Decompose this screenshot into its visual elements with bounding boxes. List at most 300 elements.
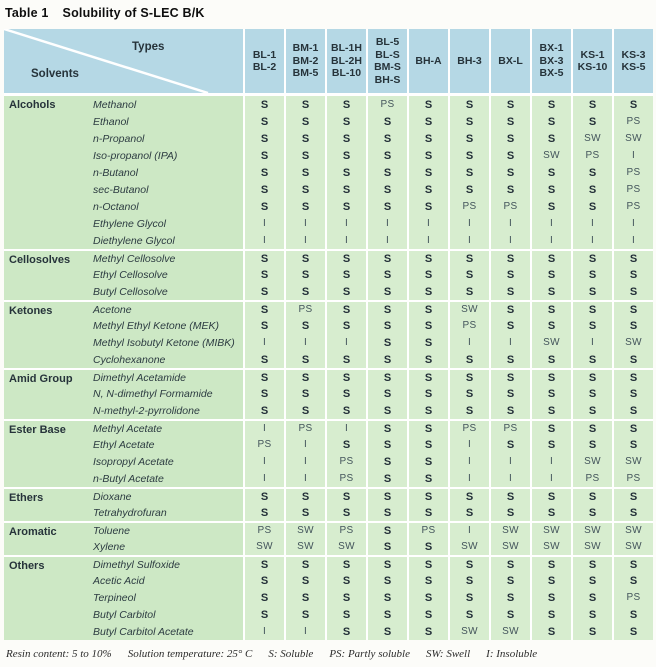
solubility-cell: I — [366, 215, 407, 232]
solubility-cell: S — [530, 487, 571, 504]
table-row — [4, 96, 653, 113]
solubility-cell: S — [612, 419, 653, 436]
solubility-cell: SW — [571, 130, 612, 147]
solubility-cell: I — [571, 215, 612, 232]
solvent-name: Isopropyl Acetate — [86, 453, 243, 470]
solubility-cell: S — [489, 113, 530, 130]
solubility-cell: I — [243, 215, 284, 232]
solubility-cell: S — [284, 504, 325, 521]
solubility-cell: S — [366, 181, 407, 198]
solubility-cell: S — [612, 555, 653, 572]
solubility-cell: S — [571, 487, 612, 504]
solubility-cell: I — [612, 232, 653, 249]
solubility-cell: S — [571, 164, 612, 181]
solubility-cell: S — [407, 334, 448, 351]
solubility-cell: S — [448, 351, 489, 368]
solubility-cell: S — [407, 623, 448, 640]
column-header-ks-1-ks-10: KS-1 KS-10 — [571, 29, 612, 96]
solubility-cell: S — [325, 130, 366, 147]
solubility-cell: S — [489, 606, 530, 623]
column-header-bh-a: BH-A — [407, 29, 448, 96]
solubility-cell: I — [243, 232, 284, 249]
solvent-name: Methyl Ethyl Ketone (MEK) — [86, 317, 243, 334]
solvent-name: Butyl Carbitol Acetate — [86, 623, 243, 640]
solubility-cell: S — [571, 436, 612, 453]
solubility-cell: S — [366, 436, 407, 453]
solubility-cell: S — [284, 283, 325, 300]
solubility-cell: I — [284, 232, 325, 249]
solubility-cell: S — [489, 487, 530, 504]
solubility-cell: I — [284, 436, 325, 453]
corner-label-solvents: Solvents — [31, 68, 79, 80]
solubility-cell: S — [366, 572, 407, 589]
table-row — [4, 606, 653, 623]
solubility-cell: S — [571, 589, 612, 606]
solubility-cell: S — [243, 164, 284, 181]
solubility-cell: S — [489, 555, 530, 572]
corner-header-cell — [4, 29, 243, 96]
solubility-cell: S — [366, 470, 407, 487]
solubility-cell: I — [243, 334, 284, 351]
solubility-cell: S — [407, 164, 448, 181]
solubility-cell: S — [571, 419, 612, 436]
solubility-cell: I — [407, 232, 448, 249]
solubility-cell: S — [366, 130, 407, 147]
solubility-cell: S — [407, 113, 448, 130]
solubility-cell: S — [530, 555, 571, 572]
solvent-name: Acetone — [86, 300, 243, 317]
corner-label-types: Types — [132, 41, 165, 53]
solubility-cell: S — [243, 283, 284, 300]
solubility-cell: S — [530, 385, 571, 402]
table-row — [4, 266, 653, 283]
solubility-cell: SW — [284, 538, 325, 555]
solubility-cell: S — [571, 113, 612, 130]
solubility-cell: S — [243, 589, 284, 606]
solubility-cell: S — [325, 317, 366, 334]
solubility-cell: S — [612, 266, 653, 283]
footnote-solution-temperature: Solution temperature: 25° C — [127, 648, 253, 660]
table-caption: Solubility of S-LEC B/K — [62, 6, 205, 20]
solvent-name: Butyl Carbitol — [86, 606, 243, 623]
solubility-cell: I — [530, 470, 571, 487]
solubility-cell: S — [571, 317, 612, 334]
solubility-cell: S — [612, 300, 653, 317]
solubility-cell: PS — [571, 470, 612, 487]
solubility-cell: SW — [612, 334, 653, 351]
solubility-cell: S — [407, 504, 448, 521]
solubility-cell: S — [448, 402, 489, 419]
solubility-cell: PS — [243, 436, 284, 453]
solubility-cell: S — [571, 623, 612, 640]
solubility-cell: S — [407, 96, 448, 113]
solubility-cell: S — [448, 164, 489, 181]
solvent-name: Dimethyl Acetamide — [86, 368, 243, 385]
solubility-cell: S — [407, 453, 448, 470]
table-row — [4, 368, 653, 385]
solubility-cell: S — [284, 402, 325, 419]
table-row — [4, 113, 653, 130]
diagonal-divider — [4, 29, 243, 93]
solubility-cell: I — [243, 623, 284, 640]
solubility-cell: SW — [530, 521, 571, 538]
solubility-cell: PS — [325, 453, 366, 470]
solubility-cell: PS — [366, 96, 407, 113]
solubility-cell: SW — [489, 623, 530, 640]
table-row — [4, 504, 653, 521]
solubility-cell: PS — [448, 419, 489, 436]
solubility-cell: PS — [325, 521, 366, 538]
solubility-cell: S — [366, 623, 407, 640]
solubility-cell: S — [489, 300, 530, 317]
solubility-cell: SW — [489, 521, 530, 538]
table-body — [4, 96, 653, 640]
solubility-cell: S — [243, 181, 284, 198]
solubility-cell: S — [366, 249, 407, 266]
solubility-cell: S — [612, 351, 653, 368]
header-row — [4, 29, 653, 96]
table-row — [4, 181, 653, 198]
solubility-cell: S — [571, 181, 612, 198]
solvent-name: Tetrahydrofuran — [86, 504, 243, 521]
solubility-cell: S — [489, 436, 530, 453]
solubility-cell: S — [325, 283, 366, 300]
solvent-name: Ethylene Glycol — [86, 215, 243, 232]
solubility-cell: S — [489, 504, 530, 521]
table-row — [4, 164, 653, 181]
solvent-name: Methyl Acetate — [86, 419, 243, 436]
solvent-name: Ethyl Cellosolve — [86, 266, 243, 283]
solubility-cell: S — [407, 402, 448, 419]
solubility-cell: S — [448, 555, 489, 572]
solubility-cell: S — [243, 487, 284, 504]
solubility-cell: S — [448, 504, 489, 521]
table-row — [4, 317, 653, 334]
solubility-cell: S — [489, 572, 530, 589]
solvent-name: Acetic Acid — [86, 572, 243, 589]
solubility-cell: S — [612, 317, 653, 334]
table-row — [4, 215, 653, 232]
solubility-cell: SW — [571, 538, 612, 555]
solubility-cell: S — [325, 96, 366, 113]
solubility-cell: S — [448, 487, 489, 504]
table-row — [4, 351, 653, 368]
solubility-cell: S — [284, 589, 325, 606]
solubility-cell: PS — [612, 181, 653, 198]
solubility-cell: SW — [530, 334, 571, 351]
solubility-cell: S — [407, 555, 448, 572]
solubility-cell: S — [243, 504, 284, 521]
solubility-cell: PS — [325, 470, 366, 487]
solubility-cell: S — [325, 300, 366, 317]
solubility-cell: S — [571, 385, 612, 402]
solubility-cell: S — [571, 198, 612, 215]
solubility-cell: S — [448, 385, 489, 402]
solubility-cell: S — [284, 572, 325, 589]
solubility-cell: S — [366, 606, 407, 623]
legend-soluble: S: Soluble — [268, 648, 314, 660]
solubility-cell: S — [612, 436, 653, 453]
solubility-cell: S — [366, 317, 407, 334]
solubility-cell: PS — [448, 317, 489, 334]
solvent-name: Methyl Isobutyl Ketone (MIBK) — [86, 334, 243, 351]
solubility-cell: S — [530, 130, 571, 147]
solubility-cell: SW — [530, 538, 571, 555]
solvent-name: Xylene — [86, 538, 243, 555]
solubility-cell: S — [284, 385, 325, 402]
column-header-bh-3: BH-3 — [448, 29, 489, 96]
solubility-cell: I — [284, 215, 325, 232]
solvent-name: N-methyl-2-pyrrolidone — [86, 402, 243, 419]
solubility-cell: S — [284, 317, 325, 334]
column-header-bl-1h-bl-2h-bl-10: BL-1H BL-2H BL-10 — [325, 29, 366, 96]
solvent-name: Cyclohexanone — [86, 351, 243, 368]
solubility-cell: S — [448, 181, 489, 198]
solubility-cell: S — [366, 402, 407, 419]
solubility-cell: S — [325, 266, 366, 283]
solubility-cell: S — [407, 538, 448, 555]
solubility-cell: SW — [612, 453, 653, 470]
solubility-cell: S — [448, 283, 489, 300]
table-row — [4, 538, 653, 555]
solubility-cell: S — [243, 130, 284, 147]
solubility-cell: PS — [489, 419, 530, 436]
solubility-cell: S — [366, 385, 407, 402]
solubility-cell: S — [407, 198, 448, 215]
column-header-bl-1-bl-2: BL-1 BL-2 — [243, 29, 284, 96]
solvent-name: n-Butyl Acetate — [86, 470, 243, 487]
solubility-cell: S — [284, 249, 325, 266]
solubility-cell: I — [530, 453, 571, 470]
solubility-cell: I — [284, 470, 325, 487]
solubility-cell: S — [571, 504, 612, 521]
solubility-cell: S — [407, 181, 448, 198]
solubility-cell: S — [571, 402, 612, 419]
solubility-cell: PS — [612, 589, 653, 606]
solubility-cell: I — [448, 470, 489, 487]
solubility-cell: S — [407, 266, 448, 283]
solubility-cell: S — [284, 130, 325, 147]
solubility-cell: SW — [571, 521, 612, 538]
solubility-cell: I — [325, 232, 366, 249]
solubility-cell: S — [571, 572, 612, 589]
solubility-cell: I — [489, 334, 530, 351]
solvent-name: Dioxane — [86, 487, 243, 504]
solubility-cell: S — [448, 147, 489, 164]
column-header-ks-3-ks-5: KS-3 KS-5 — [612, 29, 653, 96]
solubility-cell: S — [489, 164, 530, 181]
solvent-name: Iso-propanol (IPA) — [86, 147, 243, 164]
solubility-cell: S — [448, 249, 489, 266]
category-alcohols: Alcohols — [4, 96, 86, 249]
solubility-cell: S — [325, 147, 366, 164]
solubility-cell: I — [366, 232, 407, 249]
solvent-name: Dimethyl Sulfoxide — [86, 555, 243, 572]
solubility-cell: S — [612, 504, 653, 521]
solubility-cell: S — [612, 96, 653, 113]
solubility-cell: S — [489, 130, 530, 147]
solubility-cell: S — [366, 113, 407, 130]
solubility-cell: S — [530, 266, 571, 283]
solubility-cell: S — [530, 283, 571, 300]
category-cellosolves: Cellosolves — [4, 249, 86, 300]
solubility-cell: S — [366, 521, 407, 538]
solubility-cell: S — [448, 130, 489, 147]
solubility-cell: S — [407, 368, 448, 385]
solubility-cell: S — [530, 402, 571, 419]
solubility-cell: S — [325, 113, 366, 130]
solubility-cell: S — [325, 181, 366, 198]
solubility-cell: SW — [489, 538, 530, 555]
table-row — [4, 419, 653, 436]
solubility-cell: I — [448, 453, 489, 470]
solubility-cell: I — [407, 215, 448, 232]
solubility-cell: S — [243, 555, 284, 572]
table-row — [4, 283, 653, 300]
solubility-cell: S — [489, 96, 530, 113]
solubility-cell: PS — [571, 147, 612, 164]
solubility-cell: S — [530, 436, 571, 453]
table-row — [4, 130, 653, 147]
table-row — [4, 232, 653, 249]
solubility-cell: S — [366, 351, 407, 368]
solubility-cell: S — [530, 164, 571, 181]
solubility-cell: S — [571, 249, 612, 266]
solvent-name: sec-Butanol — [86, 181, 243, 198]
solubility-cell: S — [448, 606, 489, 623]
solubility-cell: I — [243, 453, 284, 470]
solubility-cell: S — [243, 572, 284, 589]
table-number: Table 1 — [5, 6, 49, 20]
solubility-cell: S — [530, 96, 571, 113]
solubility-cell: S — [325, 436, 366, 453]
solubility-cell: S — [530, 181, 571, 198]
solubility-cell: S — [366, 300, 407, 317]
table-row — [4, 436, 653, 453]
solubility-cell: S — [407, 130, 448, 147]
solubility-cell: S — [489, 402, 530, 419]
solubility-cell: S — [448, 113, 489, 130]
solubility-cell: S — [243, 96, 284, 113]
solvent-name: Toluene — [86, 521, 243, 538]
solubility-cell: S — [407, 317, 448, 334]
solubility-cell: S — [530, 504, 571, 521]
table-row — [4, 198, 653, 215]
solubility-cell: S — [571, 300, 612, 317]
solubility-cell: S — [243, 249, 284, 266]
category-ethers: Ethers — [4, 487, 86, 521]
solubility-cell: S — [571, 283, 612, 300]
solubility-cell: S — [325, 164, 366, 181]
solubility-cell: I — [612, 147, 653, 164]
solubility-cell: S — [407, 419, 448, 436]
solubility-cell: SW — [612, 538, 653, 555]
solubility-cell: S — [325, 487, 366, 504]
solubility-cell: S — [284, 351, 325, 368]
solubility-cell: S — [612, 623, 653, 640]
solvent-name: Butyl Cellosolve — [86, 283, 243, 300]
solubility-cell: S — [530, 300, 571, 317]
solubility-cell: S — [407, 283, 448, 300]
solubility-cell: SW — [284, 521, 325, 538]
solubility-cell: S — [407, 436, 448, 453]
column-header-bx-l: BX-L — [489, 29, 530, 96]
solvent-name: n-Propanol — [86, 130, 243, 147]
category-amid-group: Amid Group — [4, 368, 86, 419]
solubility-cell: SW — [448, 300, 489, 317]
solubility-cell: S — [407, 487, 448, 504]
column-header-bl-5-bl-s-bm-s-bh-s: BL-5 BL-S BM-S BH-S — [366, 29, 407, 96]
legend-swell: SW: Swell — [425, 648, 471, 660]
solubility-cell: S — [366, 147, 407, 164]
solubility-cell: S — [530, 198, 571, 215]
solubility-cell: S — [325, 198, 366, 215]
solubility-cell: S — [243, 266, 284, 283]
solubility-cell: S — [530, 572, 571, 589]
solubility-cell: I — [612, 215, 653, 232]
solvent-name: Methyl Cellosolve — [86, 249, 243, 266]
table-title — [5, 6, 205, 20]
solubility-cell: I — [530, 232, 571, 249]
solubility-cell: S — [612, 283, 653, 300]
solubility-cell: S — [366, 555, 407, 572]
solubility-cell: PS — [407, 521, 448, 538]
solubility-cell: S — [243, 368, 284, 385]
solvent-name: Ethyl Acetate — [86, 436, 243, 453]
solubility-cell: S — [612, 402, 653, 419]
category-ketones: Ketones — [4, 300, 86, 368]
solubility-cell: S — [407, 572, 448, 589]
table-row — [4, 487, 653, 504]
solubility-cell: S — [284, 487, 325, 504]
table-row — [4, 385, 653, 402]
legend-insoluble: I: Insoluble — [486, 648, 538, 660]
solubility-cell: S — [407, 589, 448, 606]
table-row — [4, 402, 653, 419]
table-row — [4, 470, 653, 487]
solvent-name: Ethanol — [86, 113, 243, 130]
solubility-cell: S — [366, 164, 407, 181]
solubility-cell: S — [366, 266, 407, 283]
solubility-cell: S — [489, 368, 530, 385]
solubility-cell: S — [243, 317, 284, 334]
solvent-name: n-Butanol — [86, 164, 243, 181]
solubility-cell: S — [407, 470, 448, 487]
solubility-cell: S — [448, 589, 489, 606]
solubility-cell: PS — [612, 470, 653, 487]
solubility-cell: S — [530, 113, 571, 130]
solubility-cell: S — [325, 572, 366, 589]
solubility-cell: S — [284, 96, 325, 113]
solubility-cell: I — [571, 232, 612, 249]
solubility-cell: S — [612, 385, 653, 402]
solubility-cell: S — [407, 606, 448, 623]
solubility-cell: S — [448, 266, 489, 283]
category-ester-base: Ester Base — [4, 419, 86, 487]
solubility-cell: S — [612, 249, 653, 266]
solvent-name: Methanol — [86, 96, 243, 113]
solubility-cell: S — [243, 402, 284, 419]
solubility-cell: I — [284, 453, 325, 470]
solubility-cell: S — [407, 300, 448, 317]
solubility-cell: S — [243, 113, 284, 130]
solubility-cell: I — [448, 521, 489, 538]
table-row — [4, 623, 653, 640]
solubility-cell: I — [243, 470, 284, 487]
solubility-cell: S — [489, 385, 530, 402]
solubility-cell: S — [448, 368, 489, 385]
solubility-cell: S — [325, 368, 366, 385]
